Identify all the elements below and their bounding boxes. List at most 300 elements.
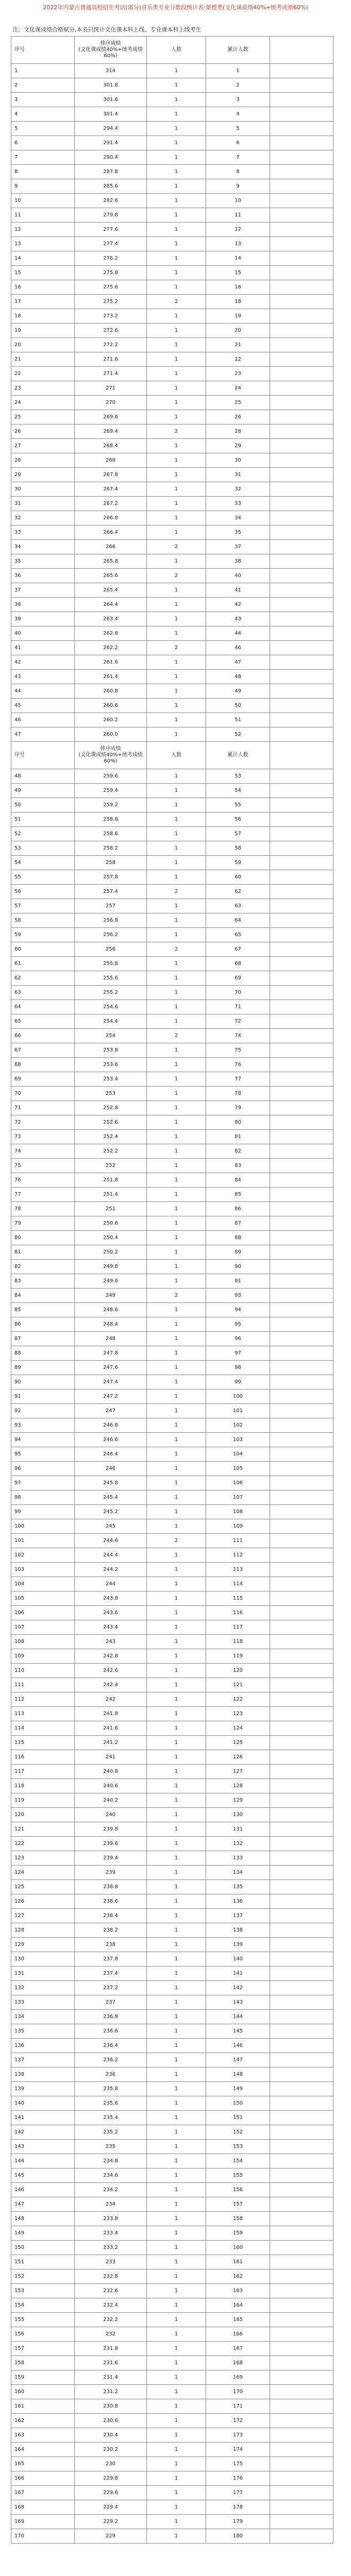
table-cell: 253.6 [75, 1058, 147, 1072]
table-cell: 164 [206, 2298, 270, 2313]
column-header [270, 742, 333, 769]
table-row [11, 1144, 333, 1159]
table-cell: 44 [206, 626, 270, 641]
table-cell [270, 237, 333, 251]
table-cell: 247.2 [75, 1389, 147, 1404]
table-cell: 258.2 [75, 841, 147, 856]
table-cell: 245 [75, 1519, 147, 1534]
table-cell: 241.8 [75, 1707, 147, 1721]
table-cell: 1 [147, 1519, 206, 1534]
table-cell: 9 [206, 179, 270, 194]
table-cell [270, 1981, 333, 1995]
table-cell: 314 [75, 64, 147, 78]
table-header-row [11, 742, 333, 769]
table-cell: 1 [147, 107, 206, 122]
table-cell [270, 1202, 333, 1216]
table-row [11, 223, 333, 237]
table-cell: 100 [206, 1389, 270, 1404]
table-cell: 1 [147, 381, 206, 396]
table-row [11, 1721, 333, 1736]
table-cell: 149 [206, 2082, 270, 2096]
table-row [11, 2053, 333, 2067]
table-cell [270, 885, 333, 899]
table-cell: 235 [75, 2140, 147, 2154]
table-cell: 136 [206, 1894, 270, 1909]
table-cell: 85 [11, 1303, 75, 1317]
table-row [11, 425, 333, 439]
table-cell [270, 1216, 333, 1231]
table-cell [270, 266, 333, 280]
table-cell: 1 [147, 309, 206, 324]
table-cell: 107 [206, 1490, 270, 1505]
table-row [11, 2443, 333, 2457]
table-cell: 1 [147, 453, 206, 468]
table-cell [270, 1231, 333, 1245]
table-row [11, 870, 333, 885]
table-cell [270, 798, 333, 812]
table-cell: 256 [75, 942, 147, 957]
table-row [11, 2399, 333, 2414]
table-cell: 118 [11, 1779, 75, 1793]
table-cell: 45 [11, 699, 75, 713]
table-cell: 64 [206, 913, 270, 928]
table-cell: 90 [11, 1375, 75, 1389]
table-row [11, 1404, 333, 1418]
table-cell [270, 1822, 333, 1837]
table-cell: 55 [206, 798, 270, 812]
table-cell [270, 2125, 333, 2140]
table-row [11, 1159, 333, 1173]
table-cell: 1 [147, 410, 206, 425]
table-cell: 20 [206, 324, 270, 338]
table-cell: 106 [11, 1606, 75, 1620]
table-cell [270, 1130, 333, 1144]
table-cell: 68 [206, 957, 270, 971]
table-cell: 1 [147, 598, 206, 612]
table-cell: 167 [206, 2342, 270, 2356]
table-row [11, 1260, 333, 1274]
table-cell: 1 [147, 957, 206, 971]
table-cell: 263.4 [75, 612, 147, 626]
table-cell: 255.2 [75, 986, 147, 1000]
table-row [11, 2039, 333, 2053]
table-cell: 1 [147, 1635, 206, 1649]
table-cell: 72 [206, 1014, 270, 1029]
table-row [11, 2284, 333, 2298]
table-cell: 107 [11, 1620, 75, 1635]
table-cell: 1 [147, 2168, 206, 2183]
table-cell: 1 [206, 64, 270, 78]
table-cell: 163 [206, 2284, 270, 2298]
table-cell: 1 [147, 2269, 206, 2284]
table-cell: 96 [11, 1462, 75, 1476]
table-row [11, 295, 333, 309]
table-cell: 61 [11, 957, 75, 971]
table-cell: 7 [11, 150, 75, 165]
table-cell: 253 [75, 1087, 147, 1101]
table-row [11, 1332, 333, 1346]
table-row [11, 670, 333, 684]
table-row [11, 928, 333, 942]
table-row [11, 827, 333, 841]
table-cell: 1 [147, 2428, 206, 2443]
table-row [11, 352, 333, 367]
table-cell: 89 [206, 1245, 270, 1260]
table-cell: 46 [11, 713, 75, 727]
table-cell: 234 [75, 2197, 147, 2212]
table-cell: 267.4 [75, 482, 147, 497]
table-cell: 233.2 [75, 2241, 147, 2255]
table-cell: 58 [206, 841, 270, 856]
table-row [11, 971, 333, 986]
table-row [11, 2154, 333, 2168]
table-cell: 75 [11, 1159, 75, 1173]
table-cell: 265.4 [75, 583, 147, 598]
table-cell: 100 [11, 1519, 75, 1534]
table-cell [270, 1245, 333, 1260]
table-row [11, 497, 333, 511]
table-cell: 5 [206, 122, 270, 136]
column-header: 累计人数 [206, 742, 270, 769]
table-cell: 156 [206, 2183, 270, 2197]
table-row [11, 1635, 333, 1649]
table-cell: 238.6 [75, 1894, 147, 1909]
table-cell: 65 [206, 928, 270, 942]
table-cell: 242.4 [75, 1678, 147, 1692]
table-row [11, 1938, 333, 1952]
table-cell: 151 [11, 2255, 75, 2269]
table-cell: 235.6 [75, 2096, 147, 2111]
table-cell: 140 [11, 2096, 75, 2111]
table-cell: 166 [11, 2471, 75, 2486]
table-row [11, 309, 333, 324]
table-cell: 19 [206, 309, 270, 324]
table-cell [270, 1664, 333, 1678]
table-cell: 230.2 [75, 2443, 147, 2457]
table-cell: 244 [75, 1577, 147, 1591]
table-cell: 10 [206, 194, 270, 208]
table-row [11, 266, 333, 280]
table-cell: 267.2 [75, 497, 147, 511]
table-cell: 251.4 [75, 1188, 147, 1202]
table-cell: 160 [11, 2385, 75, 2399]
table-cell: 57 [206, 827, 270, 841]
table-row [11, 1837, 333, 1851]
table-cell: 2 [147, 425, 206, 439]
table-cell: 28 [206, 425, 270, 439]
table-cell: 1 [147, 237, 206, 251]
table-row [11, 367, 333, 381]
table-cell [270, 2284, 333, 2298]
table-cell: 162 [11, 2414, 75, 2428]
table-cell: 147 [11, 2197, 75, 2212]
table-cell [270, 2399, 333, 2414]
table-cell: 1 [147, 554, 206, 569]
column-header: 序号 [11, 37, 75, 64]
table-cell: 121 [206, 1678, 270, 1692]
table-cell: 2 [147, 295, 206, 309]
table-cell: 1 [147, 1404, 206, 1418]
table-cell: 1 [147, 1231, 206, 1245]
table-cell: 236 [75, 2067, 147, 2082]
table-cell: 126 [206, 1750, 270, 1765]
table-cell: 122 [206, 1692, 270, 1707]
column-header: 排序成绩 (文化课成绩40%+统考成绩60%) [75, 37, 147, 64]
table-cell: 130 [11, 1952, 75, 1967]
table-cell: 1 [147, 1303, 206, 1317]
table-cell: 246.4 [75, 1447, 147, 1462]
table-cell [270, 1433, 333, 1447]
column-header: 人数 [147, 37, 206, 64]
table-row [11, 1216, 333, 1231]
table-cell: 231.6 [75, 2356, 147, 2370]
table-cell: 152 [11, 2269, 75, 2284]
table-cell: 233 [75, 2255, 147, 2269]
table-cell: 256.8 [75, 913, 147, 928]
table-cell: 108 [206, 1505, 270, 1519]
table-cell: 142 [206, 1981, 270, 1995]
table-cell: 252.8 [75, 1101, 147, 1115]
table-cell: 266.4 [75, 526, 147, 540]
table-cell: 1 [147, 1043, 206, 1058]
table-cell [270, 2111, 333, 2125]
table-cell: 1 [147, 1866, 206, 1880]
score-table-body [11, 37, 333, 2544]
table-cell: 71 [11, 1101, 75, 1115]
table-cell: 32 [11, 511, 75, 526]
table-cell: 178 [206, 2500, 270, 2515]
table-row [11, 1433, 333, 1447]
table-cell [270, 1837, 333, 1851]
table-row [11, 2385, 333, 2399]
table-cell: 133 [11, 1995, 75, 2010]
table-cell [270, 713, 333, 727]
table-cell: 254.4 [75, 1014, 147, 1029]
table-cell [270, 1087, 333, 1101]
table-row [11, 1707, 333, 1721]
table-cell: 146 [11, 2183, 75, 2197]
table-cell: 138 [206, 1923, 270, 1938]
table-cell [270, 165, 333, 179]
table-row [11, 237, 333, 251]
table-cell: 1 [147, 769, 206, 784]
table-cell: 277.4 [75, 237, 147, 251]
table-cell: 1 [147, 1649, 206, 1664]
table-cell: 62 [11, 971, 75, 986]
table-row [11, 798, 333, 812]
table-cell: 79 [206, 1101, 270, 1115]
table-cell: 165 [11, 2457, 75, 2471]
table-cell: 1 [147, 2298, 206, 2313]
table-cell: 231.4 [75, 2370, 147, 2385]
table-cell: 241.2 [75, 1736, 147, 1750]
table-cell: 148 [11, 2212, 75, 2226]
table-cell: 1 [147, 2385, 206, 2399]
table-cell: 266 [75, 540, 147, 554]
table-cell: 139 [206, 1938, 270, 1952]
table-row [11, 1389, 333, 1404]
table-cell [270, 870, 333, 885]
table-cell [270, 2067, 333, 2082]
table-cell: 119 [206, 1649, 270, 1664]
table-cell: 65 [11, 1014, 75, 1029]
table-cell [270, 136, 333, 150]
table-cell: 78 [11, 1202, 75, 1216]
table-cell: 1 [147, 2457, 206, 2471]
table-cell: 130 [206, 1808, 270, 1822]
table-cell: 234.6 [75, 2168, 147, 2183]
table-cell [270, 1346, 333, 1361]
table-row [11, 179, 333, 194]
table-cell: 120 [206, 1664, 270, 1678]
table-cell: 30 [206, 453, 270, 468]
table-cell: 1 [147, 2125, 206, 2140]
table-cell: 37 [206, 540, 270, 554]
table-cell: 24 [11, 396, 75, 410]
table-cell [270, 1938, 333, 1952]
table-cell: 164 [11, 2443, 75, 2457]
table-cell: 71 [206, 1000, 270, 1014]
table-cell: 18 [11, 309, 75, 324]
table-cell: 232.6 [75, 2284, 147, 2298]
table-cell: 236.2 [75, 2053, 147, 2067]
table-cell: 1 [147, 1260, 206, 1274]
table-cell [270, 1332, 333, 1346]
table-cell: 1 [147, 78, 206, 93]
table-cell: 1 [147, 1894, 206, 1909]
table-cell [270, 1923, 333, 1938]
table-cell: 1 [147, 482, 206, 497]
table-cell [270, 1952, 333, 1967]
table-cell: 229.6 [75, 2486, 147, 2500]
table-cell: 23 [11, 381, 75, 396]
table-row [11, 64, 333, 78]
table-cell: 1 [147, 223, 206, 237]
table-cell: 257 [75, 899, 147, 913]
table-cell: 237.2 [75, 1981, 147, 1995]
table-cell [270, 598, 333, 612]
table-cell [270, 1317, 333, 1332]
table-cell: 56 [206, 812, 270, 827]
table-row [11, 194, 333, 208]
table-cell: 6 [206, 136, 270, 150]
table-cell [270, 2298, 333, 2313]
table-cell [270, 1909, 333, 1923]
table-cell: 243.8 [75, 1591, 147, 1606]
table-cell: 96 [206, 1332, 270, 1346]
table-cell: 249 [75, 1289, 147, 1303]
table-cell: 36 [11, 569, 75, 583]
table-row [11, 1317, 333, 1332]
table-cell: 43 [206, 612, 270, 626]
table-row [11, 1563, 333, 1577]
table-cell: 5 [11, 122, 75, 136]
table-cell [270, 1447, 333, 1462]
table-cell: 1 [147, 93, 206, 107]
table-row [11, 554, 333, 569]
table-cell [270, 2385, 333, 2399]
table-cell: 275.8 [75, 266, 147, 280]
table-cell: 282.6 [75, 194, 147, 208]
table-cell [270, 1361, 333, 1375]
table-cell [270, 2457, 333, 2471]
table-cell: 1 [147, 626, 206, 641]
table-cell: 1 [147, 1851, 206, 1866]
table-cell: 268 [75, 453, 147, 468]
table-row [11, 324, 333, 338]
table-row [11, 2269, 333, 2284]
table-cell [270, 526, 333, 540]
table-cell: 254 [75, 1029, 147, 1043]
table-cell [270, 1404, 333, 1418]
table-row [11, 626, 333, 641]
table-cell: 2 [11, 78, 75, 93]
table-row [11, 1606, 333, 1620]
table-row [11, 2313, 333, 2327]
table-cell: 102 [11, 1548, 75, 1563]
table-cell [270, 583, 333, 598]
table-cell: 272.6 [75, 324, 147, 338]
table-cell: 257.8 [75, 870, 147, 885]
table-cell: 1 [147, 1317, 206, 1332]
table-cell: 1 [147, 1188, 206, 1202]
table-cell: 230.8 [75, 2399, 147, 2414]
table-cell: 1 [147, 2212, 206, 2226]
table-cell: 1 [147, 1967, 206, 1981]
table-cell: 1 [147, 1389, 206, 1404]
table-cell: 2 [206, 78, 270, 93]
table-cell: 38 [206, 554, 270, 569]
table-cell: 251 [75, 1202, 147, 1216]
table-row [11, 2067, 333, 2082]
table-cell [270, 280, 333, 295]
table-cell [270, 194, 333, 208]
table-cell: 18 [206, 295, 270, 309]
table-cell: 78 [206, 1087, 270, 1101]
table-cell: 231.2 [75, 2385, 147, 2399]
table-cell: 234.2 [75, 2183, 147, 2197]
table-row [11, 2024, 333, 2039]
table-cell: 10 [11, 194, 75, 208]
table-cell: 237.4 [75, 1967, 147, 1981]
table-cell: 35 [206, 526, 270, 540]
table-cell: 144 [11, 2154, 75, 2168]
table-row [11, 2096, 333, 2111]
table-cell: 1 [147, 856, 206, 870]
table-cell [270, 1101, 333, 1115]
table-cell: 1 [147, 1159, 206, 1173]
table-cell [270, 338, 333, 352]
table-cell [270, 2053, 333, 2067]
table-cell: 265.6 [75, 569, 147, 583]
table-cell: 59 [11, 928, 75, 942]
table-cell: 1 [147, 1058, 206, 1072]
table-row [11, 1375, 333, 1389]
table-cell: 56 [11, 885, 75, 899]
table-cell [270, 497, 333, 511]
table-cell [270, 1490, 333, 1505]
table-cell: 180 [206, 2529, 270, 2544]
table-cell: 60 [206, 870, 270, 885]
table-cell: 103 [11, 1563, 75, 1577]
table-row [11, 769, 333, 784]
table-cell: 1 [147, 1995, 206, 2010]
table-cell [270, 1058, 333, 1072]
table-row [11, 2140, 333, 2154]
table-row [11, 1952, 333, 1967]
table-cell: 301.6 [75, 93, 147, 107]
table-cell: 1 [147, 1736, 206, 1750]
